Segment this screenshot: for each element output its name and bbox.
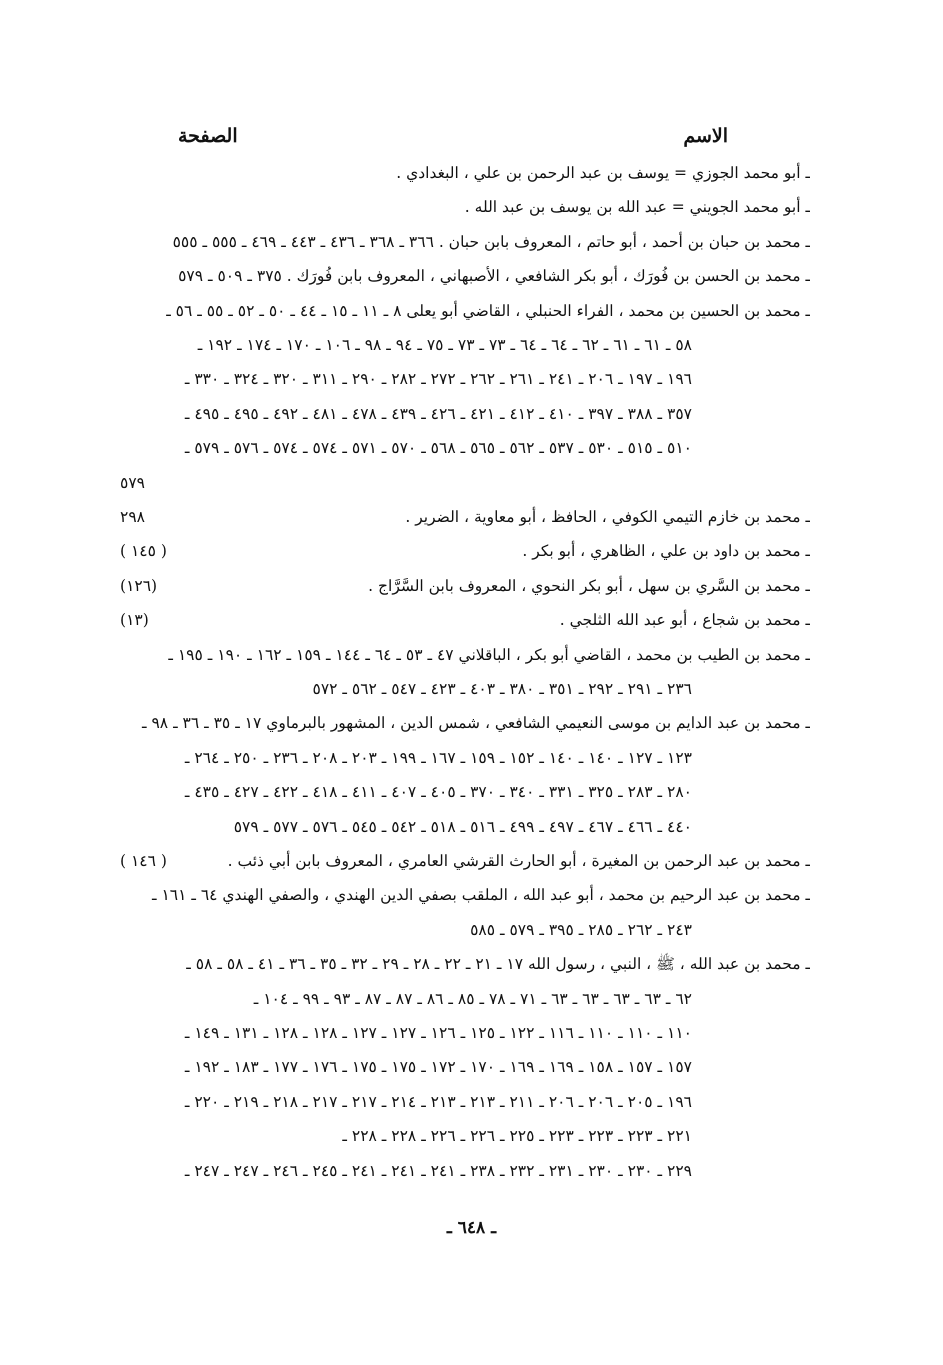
index-continuation-line xyxy=(120,984,810,1014)
index-continuation-line xyxy=(120,364,810,394)
index-continuation-line xyxy=(120,1087,810,1117)
index-continuation-line xyxy=(120,1052,810,1082)
index-entry xyxy=(120,296,810,326)
index-continuation-line xyxy=(120,1156,810,1186)
index-continuation-line xyxy=(120,399,810,429)
index-entry xyxy=(120,158,810,188)
entry-text: ١٢٣ ـ ١٢٧ ـ ١٤٠ ـ ١٤٠ ـ ١٥٢ ـ ١٥٩ ـ ١٦٧ ـ ١٩٩ ـ ٢٠٣ ـ ٢٠٨ ـ ٢٣٦ ـ ٢٥٠ ـ ٢٦٤ ـ xyxy=(184,748,692,767)
entry-text: ـ محمد بن عبد الدايم بن موسى النعيمي الشافعي ، شمس الدين ، المشهور بالبرماوي ١٧ ـ ٣٥ ـ ٣٦ ـ ٩٨ ـ xyxy=(142,714,810,733)
entry-text: ٦٢ ـ ٦٣ ـ ٦٣ ـ ٦٣ ـ ٦٣ ـ ٧١ ـ ٧٨ ـ ٨٥ ـ ٨٦ ـ ٨٧ ـ ٨٧ ـ ٩٣ ـ ٩٩ ـ ١٠٤ ـ xyxy=(253,989,692,1008)
index-entry xyxy=(120,949,810,979)
header-name-column: الاسم xyxy=(683,125,728,147)
index-continuation-line xyxy=(120,915,810,945)
entry-text: ٤٤٠ ـ ٤٦٦ ـ ٤٦٧ ـ ٤٩٧ ـ ٤٩٩ ـ ٥١٦ ـ ٥١٨ ـ ٥٤٢ ـ ٥٤٥ ـ ٥٧٦ ـ ٥٧٧ ـ ٥٧٩ xyxy=(233,817,692,836)
index-continuation-line xyxy=(120,812,810,842)
index-entry xyxy=(120,640,810,670)
index-continuation-line xyxy=(120,674,810,704)
entry-text: ـ محمد بن داود بن علي ، الظاهري ، أبو بكر . xyxy=(522,542,810,561)
entry-text: ١٩٦ ـ ٢٠٥ ـ ٢٠٦ ـ ٢٠٦ ـ ٢١١ ـ ٢١٣ ـ ٢١٣ ـ ٢١٤ ـ ٢١٧ ـ ٢١٧ ـ ٢١٨ ـ ٢١٩ ـ ٢٢٠ ـ xyxy=(184,1092,692,1111)
entry-text: ٢٢١ ـ ٢٢٣ ـ ٢٢٣ ـ ٢٢٣ ـ ٢٢٥ ـ ٢٢٦ ـ ٢٢٦ ـ ٢٢٨ ـ ٢٢٨ ـ xyxy=(342,1127,692,1146)
entry-text: ـ محمد بن عبد الرحيم بن محمد ، أبو عبد الله ، الملقب بصفي الدين الهندي ، والصفي الهندي ٦٤ ـ ١٦١ ـ xyxy=(151,886,810,905)
index-continuation-line xyxy=(120,1121,810,1151)
entry-page-ref: ( ١٤٦ ) xyxy=(120,852,167,870)
index-entry xyxy=(120,708,810,738)
entry-text: ٢٨٠ ـ ٢٨٣ ـ ٣٢٥ ـ ٣٣١ ـ ٣٤٠ ـ ٣٧٠ ـ ٤٠٥ ـ ٤٠٧ ـ ٤١١ ـ ٤١٨ ـ ٤٢٢ ـ ٤٢٧ ـ ٤٣٥ ـ xyxy=(184,783,692,802)
entry-page-ref: (١٢٦) xyxy=(120,576,158,595)
entry-text: ـ أبو محمد الجويني = عبد الله بن يوسف بن عبد الله . xyxy=(464,198,810,217)
entry-text: ـ محمد بن حبان بن أحمد ، أبو حاتم ، المعروف بابن حبان . ٣٦٦ ـ ٣٦٨ ـ ٤٣٦ ـ ٤٤٣ ـ ٤٦٩ ـ ٥٥٥ ـ ٥٥٥ xyxy=(172,232,810,251)
index-continuation-line xyxy=(120,330,810,360)
index-continuation-line xyxy=(120,777,810,807)
entry-text: ١٥٧ ـ ١٥٧ ـ ١٥٨ ـ ١٦٩ ـ ١٦٩ ـ ١٧٠ ـ ١٧٢ ـ ١٧٥ ـ ١٧٥ ـ ١٧٦ ـ ١٧٧ ـ ١٨٣ ـ ١٩٢ ـ xyxy=(184,1058,692,1077)
header-page-column: الصفحة xyxy=(178,125,238,147)
entry-text: ٣٥٧ ـ ٣٨٨ ـ ٣٩٧ ـ ٤١٠ ـ ٤١٢ ـ ٤٢١ ـ ٤٢٦ ـ ٤٣٩ ـ ٤٧٨ ـ ٤٨١ ـ ٤٩٢ ـ ٤٩٥ ـ ٤٩٥ ـ xyxy=(184,404,692,423)
entry-text: ٢٤٣ ـ ٢٦٢ ـ ٢٨٥ ـ ٣٩٥ ـ ٥٧٩ ـ ٥٨٥ xyxy=(470,920,692,939)
entry-text: ـ محمد بن الحسين بن محمد ، الفراء الحنبلي ، القاضي أبو يعلى ٨ ـ ١١ ـ ١٥ ـ ٤٤ ـ ٥٠ ـ ٥٢ ـ ٥٥ ـ ٥٦ ـ xyxy=(166,301,810,320)
entry-text: ـ محمد بن شجاع ، أبو عبد الله الثلجي . xyxy=(559,611,810,630)
index-entry xyxy=(120,227,810,257)
entry-page-ref: ٢٩٨ xyxy=(120,508,145,526)
entry-text: ٥١٠ ـ ٥١٥ ـ ٥٣٠ ـ ٥٣٧ ـ ٥٦٢ ـ ٥٦٥ ـ ٥٦٨ ـ ٥٧٠ ـ ٥٧١ ـ ٥٧٤ ـ ٥٧٤ ـ ٥٧٦ ـ ٥٧٩ ـ xyxy=(184,439,692,458)
entry-page-ref: (١٣) xyxy=(120,611,149,630)
index-entry xyxy=(120,880,810,910)
entry-text: ـ محمد بن السَّري بن سهل ، أبو بكر النحوي ، المعروف بابن السَّرَّاج . xyxy=(368,576,810,595)
index-entry xyxy=(120,192,810,222)
index-continuation-line xyxy=(120,743,810,773)
entry-page-ref: ٥٧٩ xyxy=(120,473,145,492)
index-entry xyxy=(120,605,810,635)
entry-text: ـ محمد بن الطيب بن محمد ، القاضي أبو بكر ، الباقلاني ٤٧ ـ ٥٣ ـ ٦٤ ـ ١٤٤ ـ ١٥٩ ـ ١٦٢ ـ ١٩٠ ـ ١٩٥ ـ xyxy=(168,645,810,664)
page-number: ـ ٦٤٨ ـ xyxy=(446,1218,497,1238)
entry-text: ـ أبو محمد الجوزي = يوسف بن عبد الرحمن بن علي ، البغدادي . xyxy=(396,164,810,182)
index-continuation-line xyxy=(120,1018,810,1048)
entry-text: ٢٢٩ ـ ٢٣٠ ـ ٢٣٠ ـ ٢٣١ ـ ٢٣٢ ـ ٢٣٨ ـ ٢٤١ ـ ٢٤١ ـ ٢٤١ ـ ٢٤٥ ـ ٢٤٦ ـ ٢٤٧ ـ ٢٤٧ ـ xyxy=(184,1161,692,1180)
entry-text: ـ محمد بن الحسن بن فُورَك ، أبو بكر الشافعي ، الأصبهاني ، المعروف بابن فُورَك . ٣٧٥ ـ ٥٠٩ ـ ٥٧٩ xyxy=(178,267,810,286)
entry-text: ٥٨ ـ ٦١ ـ ٦١ ـ ٦٢ ـ ٦٤ ـ ٦٤ ـ ٧٣ ـ ٧٣ ـ ٧٥ ـ ٩٤ ـ ٩٨ ـ ١٠٦ ـ ١٧٠ ـ ١٧٤ ـ ١٩٢ ـ xyxy=(197,336,692,354)
index-entry xyxy=(120,468,810,498)
index-entry xyxy=(120,502,810,532)
entry-text: ١٩٦ ـ ١٩٧ ـ ٢٠٦ ـ ٢٤١ ـ ٢٦١ ـ ٢٦٢ ـ ٢٧٢ ـ ٢٨٢ ـ ٢٩٠ ـ ٣١١ ـ ٣٢٠ ـ ٣٢٤ ـ ٣٣٠ ـ xyxy=(184,370,692,389)
index-continuation-line xyxy=(120,433,810,463)
entry-text: ـ محمد بن عبد الرحمن بن المغيرة ، أبو الحارث القرشي العامري ، المعروف بابن أبي ذئب . xyxy=(227,852,810,870)
entry-page-ref: ( ١٤٥ ) xyxy=(120,542,167,561)
entry-text: ١١٠ ـ ١١٠ ـ ١١٠ ـ ١١٦ ـ ١٢٢ ـ ١٢٥ ـ ١٢٦ ـ ١٢٧ ـ ١٢٧ ـ ١٢٨ ـ ١٢٨ ـ ١٣١ ـ ١٤٩ ـ xyxy=(184,1024,692,1042)
entry-text: ـ محمد بن خازم التيمي الكوفي ، الحافظ ، أبو معاوية ، الضرير . xyxy=(405,508,810,526)
index-entry xyxy=(120,261,810,291)
entry-text: ٢٣٦ ـ ٢٩١ ـ ٢٩٢ ـ ٣٥١ ـ ٣٨٠ ـ ٤٠٣ ـ ٤٢٣ ـ ٥٤٧ ـ ٥٦٢ ـ ٥٧٢ xyxy=(312,680,692,698)
entry-text: ـ محمد بن عبد الله ، ﷺ ، النبي ، رسول الله ١٧ ـ ٢١ ـ ٢٢ ـ ٢٨ ـ ٢٩ ـ ٣٢ ـ ٣٥ ـ ٣٦ ـ ٤١ ـ ٥٨ ـ ٥٨ ـ xyxy=(186,955,810,974)
index-entry xyxy=(120,571,810,601)
index-entry xyxy=(120,536,810,566)
index-entry xyxy=(120,846,810,876)
